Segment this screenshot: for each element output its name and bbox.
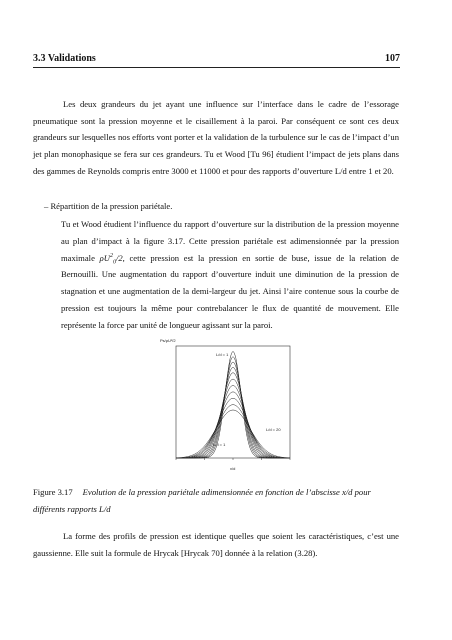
pressure-curve (176, 385, 290, 458)
indent-text-b: , cette pression est la pression en sortie de buse, issue de la relation de Bernouilli. Une augmentation du rapport d’ouverture induit une diminution de la pression de stagnation et une augmentation de la demi-largeur du jet. Ainsi l’aire contenue sous la courbe de pression est toujours la même pour contrebalancer le flux de quantité de mouvement. Elle représente la force par unité de longueur agissant sur la paroi. (61, 252, 399, 330)
indent-text-a: Tu et Wood étudient l’influence du rapport d’ouverture sur la distribution de la pression moyenne au plan d’impact à la figure 3.17. Cette pression pariétale est adimensionnée par la pression maximale (61, 219, 399, 263)
page-number: 107 (385, 53, 400, 64)
figure-pressure-profiles (158, 336, 298, 474)
paragraph-conclusion: La forme des profils de pression est identique quelles que soient les caractéristiques, c’est une gaussienne. Elle suit la formule de Hrycak [Hrycak 70] donnée à la relation (3.28). (33, 531, 399, 558)
figure-caption (33, 484, 399, 517)
pressure-curve (176, 367, 290, 458)
chart-xlabel: x/d (230, 466, 236, 471)
section-title: 3.3 Validations (33, 53, 96, 64)
pressure-curve (176, 410, 290, 458)
chart-curves (176, 351, 290, 460)
header-rule (33, 67, 400, 68)
caption-number: Figure 3.17 (33, 487, 73, 497)
chart-ylabel: Ps/ρU²/2 (160, 338, 176, 343)
pressure-curve (176, 357, 290, 458)
indented-paragraph (61, 216, 399, 334)
running-header (33, 53, 400, 64)
pressure-curve (176, 379, 290, 458)
caption-text: Evolution de la pression pariétale adimensionnée en fonction de l’abscisse x/d pour différents rapports L/d (33, 487, 371, 514)
paragraph-intro: Les deux grandeurs du jet ayant une influence sur l’interface dans le cadre de l’essorage pneumatique sont la pression moyenne et le cisaillement à la paroi. Par conséquent ce sont ces deux grandeurs sur lesquelles nos efforts vont porter et la validation de la turbulence sur le cas de l’impact d’un jet plan monophasique se fera sur ces grandeurs. Tu et Wood [Tu 96] étudient l’impact de jets plans dans des gammes de Reynolds compris entre 3000 et 11000 et pour des rapports d’ouverture L/d entre 1 et 20. (33, 99, 399, 176)
plot-frame (176, 346, 290, 458)
label-low: L/d = 1 (213, 442, 226, 447)
label-right: L/d = 20 (266, 427, 281, 432)
bullet-item: – Répartition de la pression pariétale. (44, 201, 173, 211)
pressure-curve (176, 392, 290, 458)
pressure-formula: $\rho U^2_0/2$ (99, 252, 123, 266)
pressure-chart (158, 336, 298, 474)
label-top: L/d = 1 (216, 352, 229, 357)
